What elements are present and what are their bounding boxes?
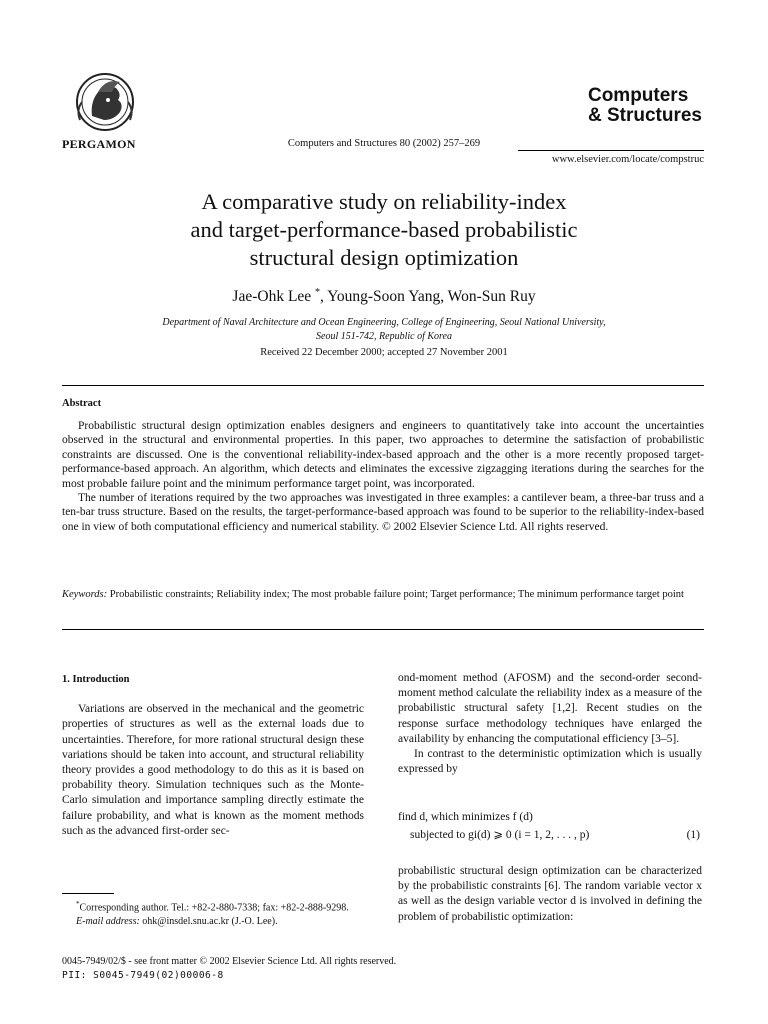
equation-number: (1) (686, 829, 700, 841)
page-footer (62, 955, 396, 982)
corresponding-mark[interactable]: * (315, 287, 321, 298)
footnote (62, 898, 364, 928)
keywords-list: Probabilistic constraints; Reliability index; The most probable failure point; Target performance; The minimum performance target point (109, 589, 684, 600)
corresponding-text: Corresponding author. Tel.: +82-2-880-7338; fax: +82-2-888-9298. (79, 902, 349, 914)
abstract-paragraph-2: The number of iterations required by the two approaches was investigated in three examples: a cantilever beam, a three-bar truss and a ten-bar truss structure. Based on the results, the target-performance-based approach was found to be superior to the reliability-index-based one in view of both computational efficiency and numerical stability. © 2002 Elsevier Science Ltd. All rights reserved. (62, 492, 704, 533)
received-dates: Received 22 December 2000; accepted 27 November 2001 (260, 347, 508, 358)
left-column (62, 672, 364, 839)
right-column-top (398, 671, 702, 777)
abstract-paragraph-1: Probabilistic structural design optimization enables designers and engineers to quantitatively take into account the uncertainties observed in the structural and environmental properties. In this paper, two approaches to determine the satisfaction of probabilistic constraints are discussed. One is the conventional reliability-index-based approach and the other is a more recently proposed target-performance-based approach. An algorithm, which detects and eliminates the excessive zigzagging iterations during the searches for the most probable failure point and the minimum performance target point, was incorporated. (62, 420, 704, 490)
right-paragraph-2: In contrast to the deterministic optimization which is usually expressed by (398, 748, 702, 776)
email-note (62, 915, 364, 929)
spacer (62, 687, 364, 702)
abstract-body (62, 419, 704, 534)
section-heading: 1. Introduction (62, 674, 130, 685)
affiliation-line-1: Department of Naval Architecture and Ocean Engineering, College of Engineering, Seoul National University, (162, 317, 606, 328)
equation-1 (398, 808, 702, 844)
equation-line-1: find d, which minimizes f (d) (398, 811, 533, 823)
keywords-label: Keywords: (62, 589, 108, 600)
journal-reference: Computers and Structures 80 (2002) 257–269 (287, 138, 481, 149)
affiliation (100, 316, 668, 344)
email-address[interactable]: ohk@insdel.snu.ac.kr (J.-O. Lee). (142, 915, 278, 927)
pii-identifier: PII: S0045-7949(02)00006-8 (62, 969, 224, 981)
author-list (0, 287, 768, 306)
equation-constraint: subjected to gi(d) ⩾ 0 (i = 1, 2, . . . , p) (410, 829, 590, 841)
front-matter-note: 0045-7949/02/$ - see front matter © 2002 Elsevier Science Ltd. All rights reserved. (62, 956, 397, 967)
publisher-emblem-icon (62, 70, 148, 134)
brand-line-2: & Structures (587, 105, 702, 126)
journal-url[interactable]: www.elsevier.com/locate/compstruc (551, 154, 704, 165)
right-paragraph-3: probabilistic structural design optimization can be characterized by the probabilistic constraints [6]. The random variable vector x as well as the design variable vector d is involved in defining the problem of probabilistic optimization: (398, 865, 702, 923)
journal-brand (588, 86, 702, 126)
abstract-heading: Abstract (62, 398, 102, 409)
title-line-1: A comparative study on reliability-index (201, 189, 567, 214)
abstract-bottom-rule (62, 629, 704, 630)
other-authors: , Young-Soon Yang, Won-Sun Ruy (320, 288, 536, 306)
email-label: E-mail address: (76, 915, 140, 927)
article-title (0, 188, 768, 272)
footnote-rule (62, 893, 114, 894)
equation-line-2 (398, 826, 702, 844)
corresponding-note (62, 898, 364, 915)
right-column-bottom (398, 864, 702, 925)
abstract-top-rule (62, 385, 704, 386)
keywords (62, 588, 704, 602)
right-paragraph-1: ond-moment method (AFOSM) and the second-order second-moment method calculate the reliability index as a measure of the probabilistic structural safety [1,2]. Recent studies on the response surface methodology techniques have enlarged the availability by enhancing the computational efficiency [3–5]. (398, 672, 702, 745)
author-name: Jae-Ohk Lee (232, 288, 312, 306)
header-divider (518, 150, 704, 151)
affiliation-line-2: Seoul 151-742, Republic of Korea (316, 331, 452, 342)
title-line-2: and target-performance-based probabilistic (190, 217, 578, 242)
brand-line-1: Computers (587, 85, 689, 106)
intro-paragraph: Variations are observed in the mechanical and the geometric properties of structures as well as the external loads due to uncertainties. Therefore, for more rational structural design these variations should be taken into account, and structural reliability theory provides a good methodology to do this as it is based on probability theory. Simulation techniques such as the Monte-Carlo simulation and importance sampling directly estimate the failure probability, and what is known as the moment methods such as the advanced first-order sec- (62, 703, 364, 837)
footnote-mark: * (76, 900, 80, 908)
title-line-3: structural design optimization (249, 245, 519, 270)
publisher-name: PERGAMON (62, 137, 136, 151)
